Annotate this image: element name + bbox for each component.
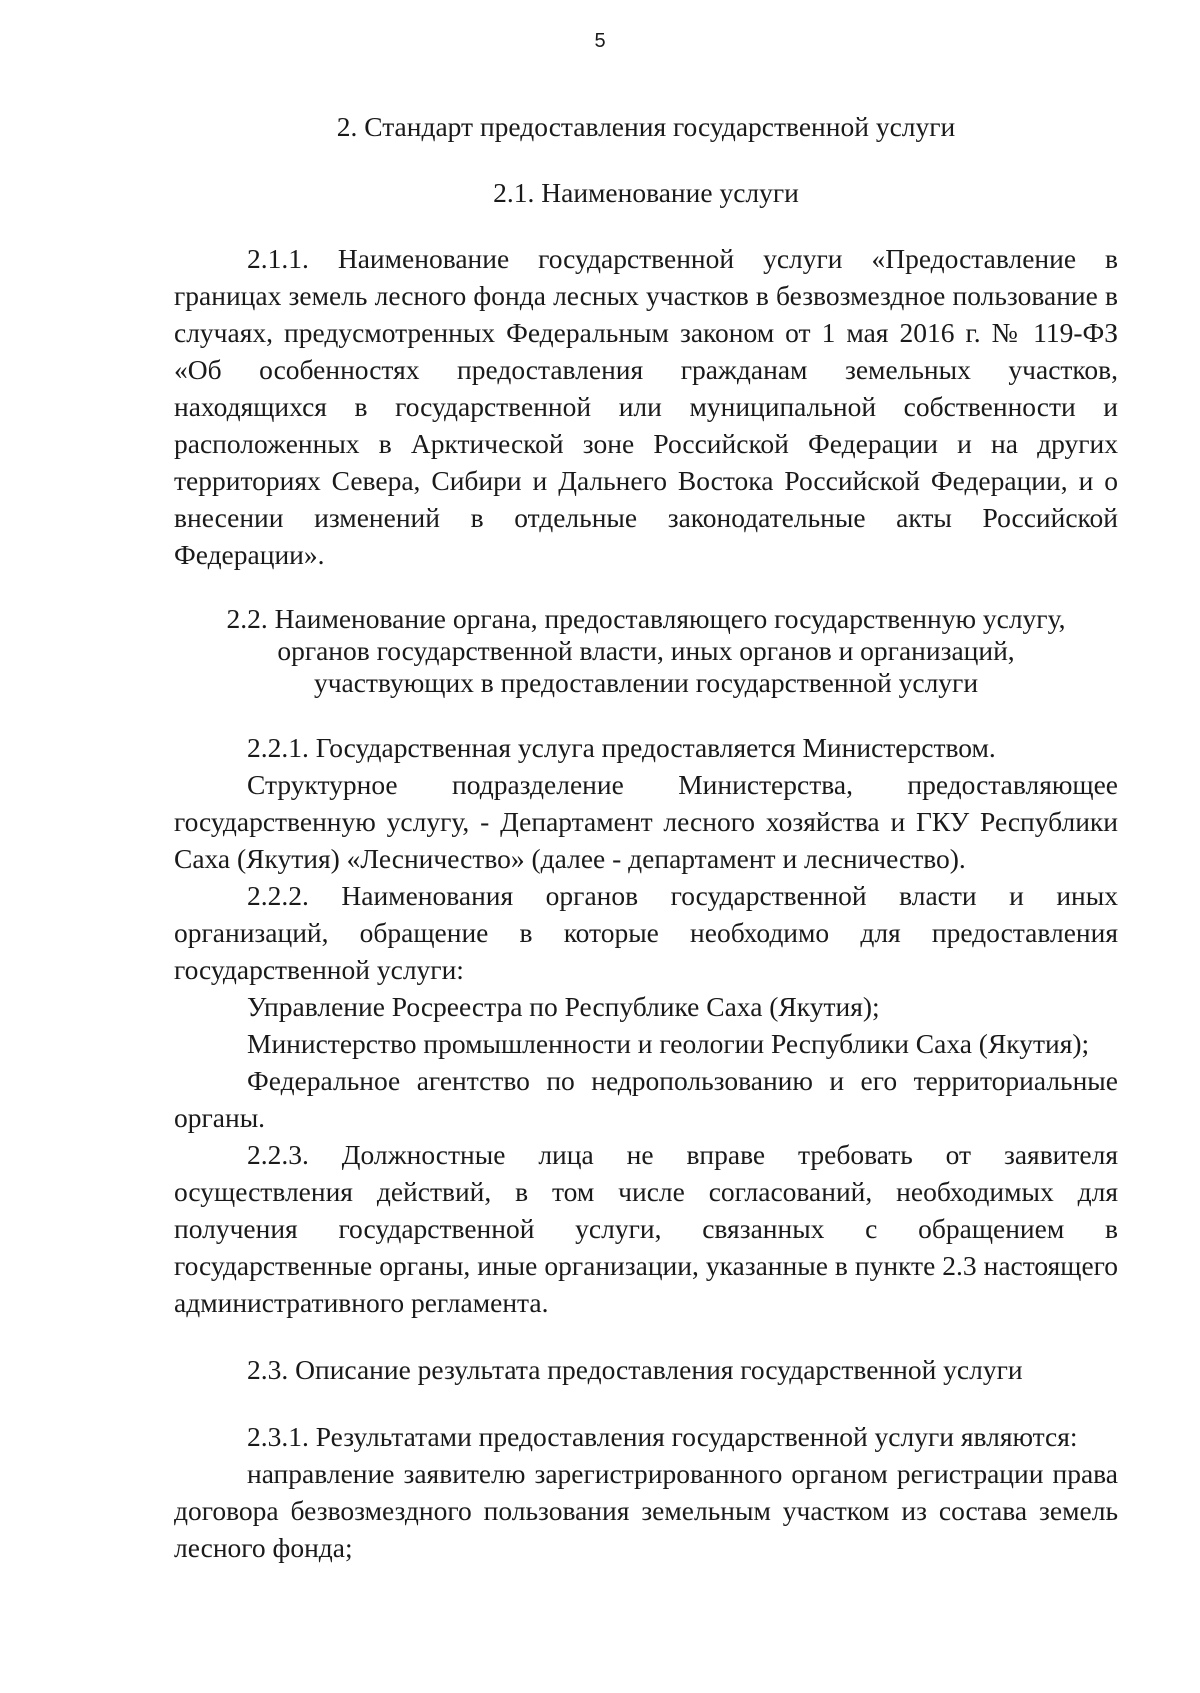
paragraph-2-2-1: 2.2.1. Государственная услуга предоставляется Министерством. — [247, 732, 996, 763]
paragraph-2-2-2: 2.2.2. Наименования органов государственной власти и иных организаций, обращение в которые необходимо для предоставления государственной услуги: — [174, 880, 1118, 985]
paragraph-2-3-1: 2.3.1. Результатами предоставления государственной услуги являются: — [247, 1421, 1078, 1452]
list-item-rosreestr: Управление Росреестра по Республике Саха (Якутия); — [247, 991, 880, 1022]
paragraph-2-2-3: 2.2.3. Должностные лица не вправе требовать от заявителя осуществления действий, в том числе согласований, необходимых для получения государственной услуги, связанных с обращением в государственные органы, иные организации, указанные в пункте 2.3 настоящего административного регламента. — [174, 1139, 1118, 1318]
section-2-2-title-line-2: органов государственной власти, иных органов и организаций, — [277, 635, 1015, 666]
section-2-3-title: 2.3. Описание результата предоставления государственной услуги — [247, 1354, 1023, 1385]
section-2-2-title-line-1: 2.2. Наименование органа, предоставляющего государственную услугу, — [226, 603, 1066, 634]
section-2-1-title: 2.1. Наименование услуги — [493, 177, 799, 208]
paragraph-structural-unit: Структурное подразделение Министерства, предоставляющее государственную услугу, - Департамент лесного хозяйства и ГКУ Республики Саха (Якутия) «Лесничество» (далее - департамент и лесничество). — [174, 769, 1118, 874]
list-item-federal-agency: Федеральное агентство по недропользованию и его территориальные органы. — [174, 1065, 1118, 1133]
document-body — [174, 108, 1118, 1566]
list-item-ministry-industry: Министерство промышленности и геологии Республики Саха (Якутия); — [247, 1028, 1090, 1059]
section-2-title: 2. Стандарт предоставления государственной услуги — [336, 111, 956, 142]
list-item-result-1: направление заявителю зарегистрированного органом регистрации права договора безвозмездного пользования земельным участком из состава земель лесного фонда; — [174, 1458, 1118, 1563]
paragraph-2-1-1: 2.1.1. Наименование государственной услуги «Предоставление в границах земель лесного фонда лесных участков в безвозмездное пользование в случаях, предусмотренных Федеральным законом от 1 мая 2016 г. № 119-ФЗ «Об особенностях предоставления гражданам земельных участков, находящихся в государственной или муниципальной собственности и расположенных в Арктической зоне Российской Федерации и на других территориях Севера, Сибири и Дальнего Востока Российской Федерации, и о внесении изменений в отдельные законодательные акты Российской Федерации». — [174, 243, 1118, 570]
page-number: 5 — [594, 30, 606, 52]
section-2-2-title-line-3: участвующих в предоставлении государственной услуги — [313, 667, 979, 698]
